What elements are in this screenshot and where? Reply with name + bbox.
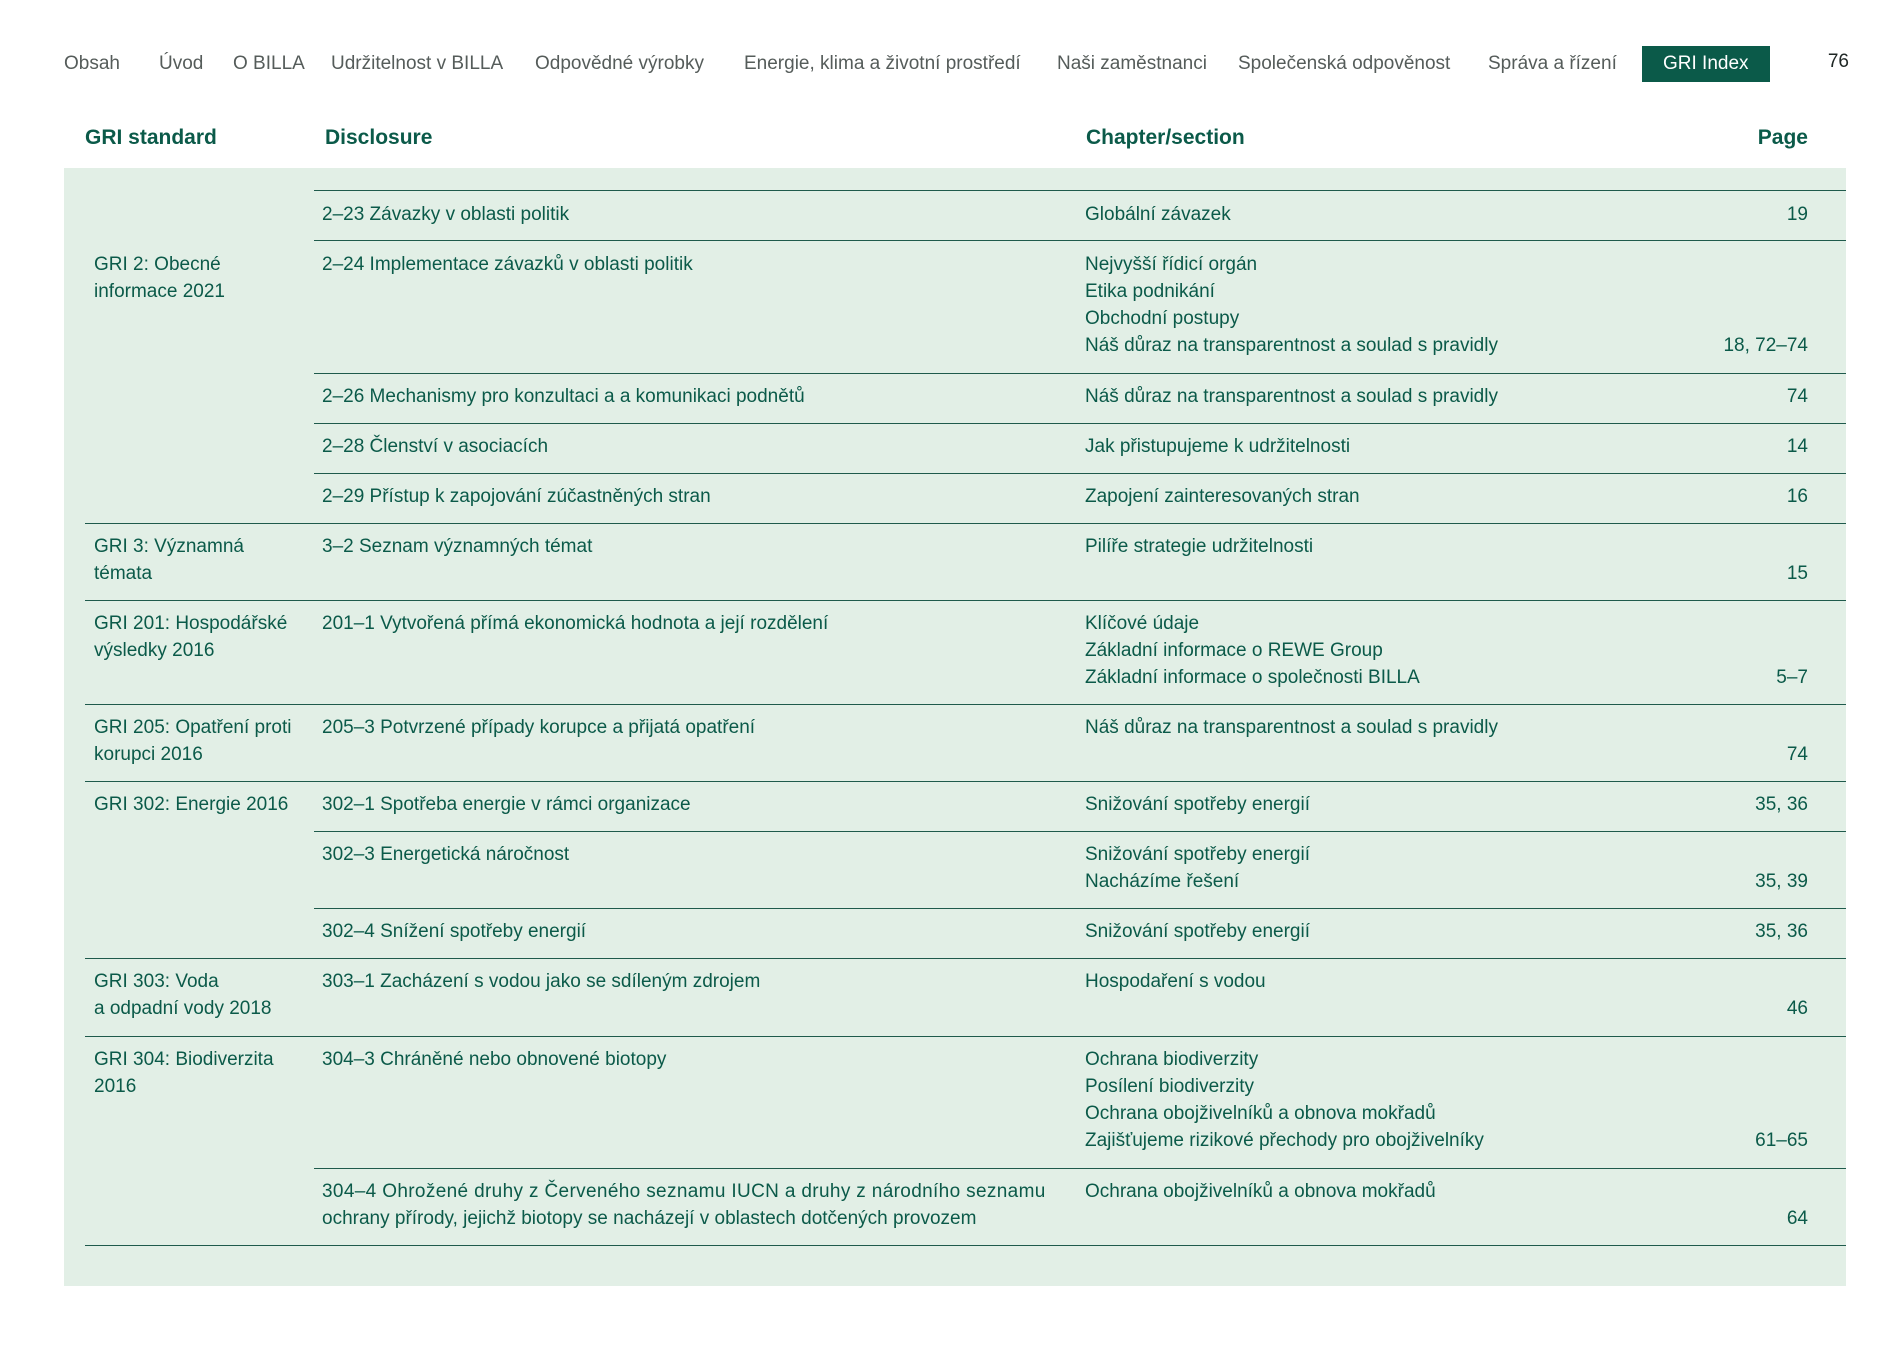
chapter-text: Snižování spotřeby energií <box>1085 794 1310 815</box>
page-ref: 18, 72–74 <box>1723 335 1808 356</box>
nav-item-uvod[interactable]: Úvod <box>159 53 204 74</box>
page-ref: 35, 36 <box>1755 921 1808 942</box>
page-ref: 74 <box>1786 744 1808 765</box>
chapter-text: Nacházíme řešení <box>1085 871 1240 892</box>
disclosure-text: 304–4 Ohrožené druhy z Červeného seznamu IUCN a druhy z národního seznamu <box>322 1181 1046 1202</box>
chapter-text: Klíčové údaje <box>1085 613 1200 634</box>
chapter-text: Zapojení zainteresovaných stran <box>1085 486 1360 507</box>
page-ref: 74 <box>1786 386 1808 407</box>
disclosure-text: 2–28 Členství v asociacích <box>322 436 549 457</box>
chapter-text: Obchodní postupy <box>1085 308 1240 329</box>
chapter-text: Hospodaření s vodou <box>1085 971 1266 992</box>
standard-line: výsledky 2016 <box>94 640 215 661</box>
standard-line: GRI 201: Hospodářské <box>94 613 288 634</box>
disclosure-text: 3–2 Seznam významných témat <box>322 536 593 557</box>
chapter-text: Snižování spotřeby energií <box>1085 844 1310 865</box>
gri-table-panel <box>64 168 1846 1286</box>
disclosure-text: 2–26 Mechanismy pro konzultaci a a komunikaci podnětů <box>322 386 805 407</box>
chapter-text: Náš důraz na transparentnost a soulad s pravidly <box>1085 335 1498 356</box>
page-ref: 64 <box>1786 1208 1808 1229</box>
top-navigation <box>64 46 1853 82</box>
header-page: Page <box>1757 126 1808 149</box>
standard-line: GRI 303: Voda <box>94 971 219 992</box>
chapter-text: Ochrana obojživelníků a obnova mokřadů <box>1085 1181 1436 1202</box>
page-ref: 19 <box>1786 204 1808 225</box>
nav-item-gri-index[interactable]: GRI Index <box>1642 46 1770 82</box>
nav-item-udrzitelnost[interactable]: Udržitelnost v BILLA <box>331 53 504 74</box>
disclosure-text: 302–3 Energetická náročnost <box>322 844 570 865</box>
page-ref: 15 <box>1786 563 1808 584</box>
page-ref: 35, 36 <box>1755 794 1808 815</box>
standard-line: GRI 302: Energie 2016 <box>94 794 289 815</box>
chapter-text: Ochrana obojživelníků a obnova mokřadů <box>1085 1103 1436 1124</box>
nav-item-sprava-a-rizeni[interactable]: Správa a řízení <box>1488 53 1617 74</box>
page-ref: 5–7 <box>1776 667 1808 688</box>
disclosure-text: 302–4 Snížení spotřeby energií <box>322 921 587 942</box>
nav-item-spolecenska-odpovednost[interactable]: Společenská odpověnost <box>1238 53 1451 74</box>
page-ref: 14 <box>1786 436 1808 457</box>
disclosure-text: 201–1 Vytvořená přímá ekonomická hodnota a její rozdělení <box>322 613 829 634</box>
standard-line: informace 2021 <box>94 281 225 302</box>
page-number: 76 <box>1827 51 1849 72</box>
chapter-text: Náš důraz na transparentnost a soulad s pravidly <box>1085 717 1498 738</box>
chapter-text: Snižování spotřeby energií <box>1085 921 1310 942</box>
disclosure-text: 2–29 Přístup k zapojování zúčastněných stran <box>322 486 711 507</box>
chapter-text: Globální závazek <box>1085 204 1231 225</box>
header-chapter-section: Chapter/section <box>1086 126 1245 149</box>
header-disclosure: Disclosure <box>325 126 433 149</box>
chapter-text: Etika podnikání <box>1085 281 1215 302</box>
nav-item-o-billa[interactable]: O BILLA <box>233 53 305 74</box>
disclosure-text: 302–1 Spotřeba energie v rámci organizace <box>322 794 691 815</box>
table-header <box>64 122 1846 166</box>
nav-item-obsah[interactable]: Obsah <box>64 53 120 74</box>
chapter-text: Pilíře strategie udržitelnosti <box>1085 536 1314 557</box>
page-ref: 35, 39 <box>1755 871 1808 892</box>
standard-line: GRI 304: Biodiverzita <box>94 1049 274 1070</box>
standard-line: a odpadní vody 2018 <box>94 998 272 1019</box>
standard-line: 2016 <box>94 1076 137 1097</box>
chapter-text: Základní informace o společnosti BILLA <box>1085 667 1420 688</box>
disclosure-text: 2–23 Závazky v oblasti politik <box>322 204 570 225</box>
nav-item-nasi-zamestnanci[interactable]: Naši zaměstnanci <box>1057 53 1207 74</box>
nav-item-energie-klima[interactable]: Energie, klima a životní prostředí <box>744 53 1021 74</box>
standard-line: korupci 2016 <box>94 744 203 765</box>
chapter-text: Jak přistupujeme k udržitelnosti <box>1085 436 1351 457</box>
chapter-text: Náš důraz na transparentnost a soulad s pravidly <box>1085 386 1498 407</box>
page-ref: 16 <box>1786 486 1808 507</box>
disclosure-text: 2–24 Implementace závazků v oblasti politik <box>322 254 693 275</box>
disclosure-text: ochrany přírody, jejichž biotopy se nacházejí v oblastech dotčených provozem <box>322 1208 977 1229</box>
chapter-text: Zajišťujeme rizikové přechody pro obojživelníky <box>1085 1130 1484 1151</box>
chapter-text: Základní informace o REWE Group <box>1085 640 1383 661</box>
standard-line: GRI 205: Opatření proti <box>94 717 292 738</box>
page-ref: 61–65 <box>1755 1130 1808 1151</box>
header-gri-standard: GRI standard <box>85 126 217 149</box>
standard-line: témata <box>94 563 153 584</box>
chapter-text: Ochrana biodiverzity <box>1085 1049 1259 1070</box>
standard-line: GRI 2: Obecné <box>94 254 221 275</box>
disclosure-text: 304–3 Chráněné nebo obnovené biotopy <box>322 1049 667 1070</box>
page-ref: 46 <box>1786 998 1808 1019</box>
disclosure-text: 205–3 Potvrzené případy korupce a přijatá opatření <box>322 717 756 738</box>
chapter-text: Posílení biodiverzity <box>1085 1076 1254 1097</box>
nav-item-odpovedne-vyrobky[interactable]: Odpovědné výrobky <box>535 53 704 74</box>
chapter-text: Nejvyšší řídicí orgán <box>1085 254 1258 275</box>
disclosure-text: 303–1 Zacházení s vodou jako se sdíleným zdrojem <box>322 971 761 992</box>
standard-line: GRI 3: Významná <box>94 536 244 557</box>
